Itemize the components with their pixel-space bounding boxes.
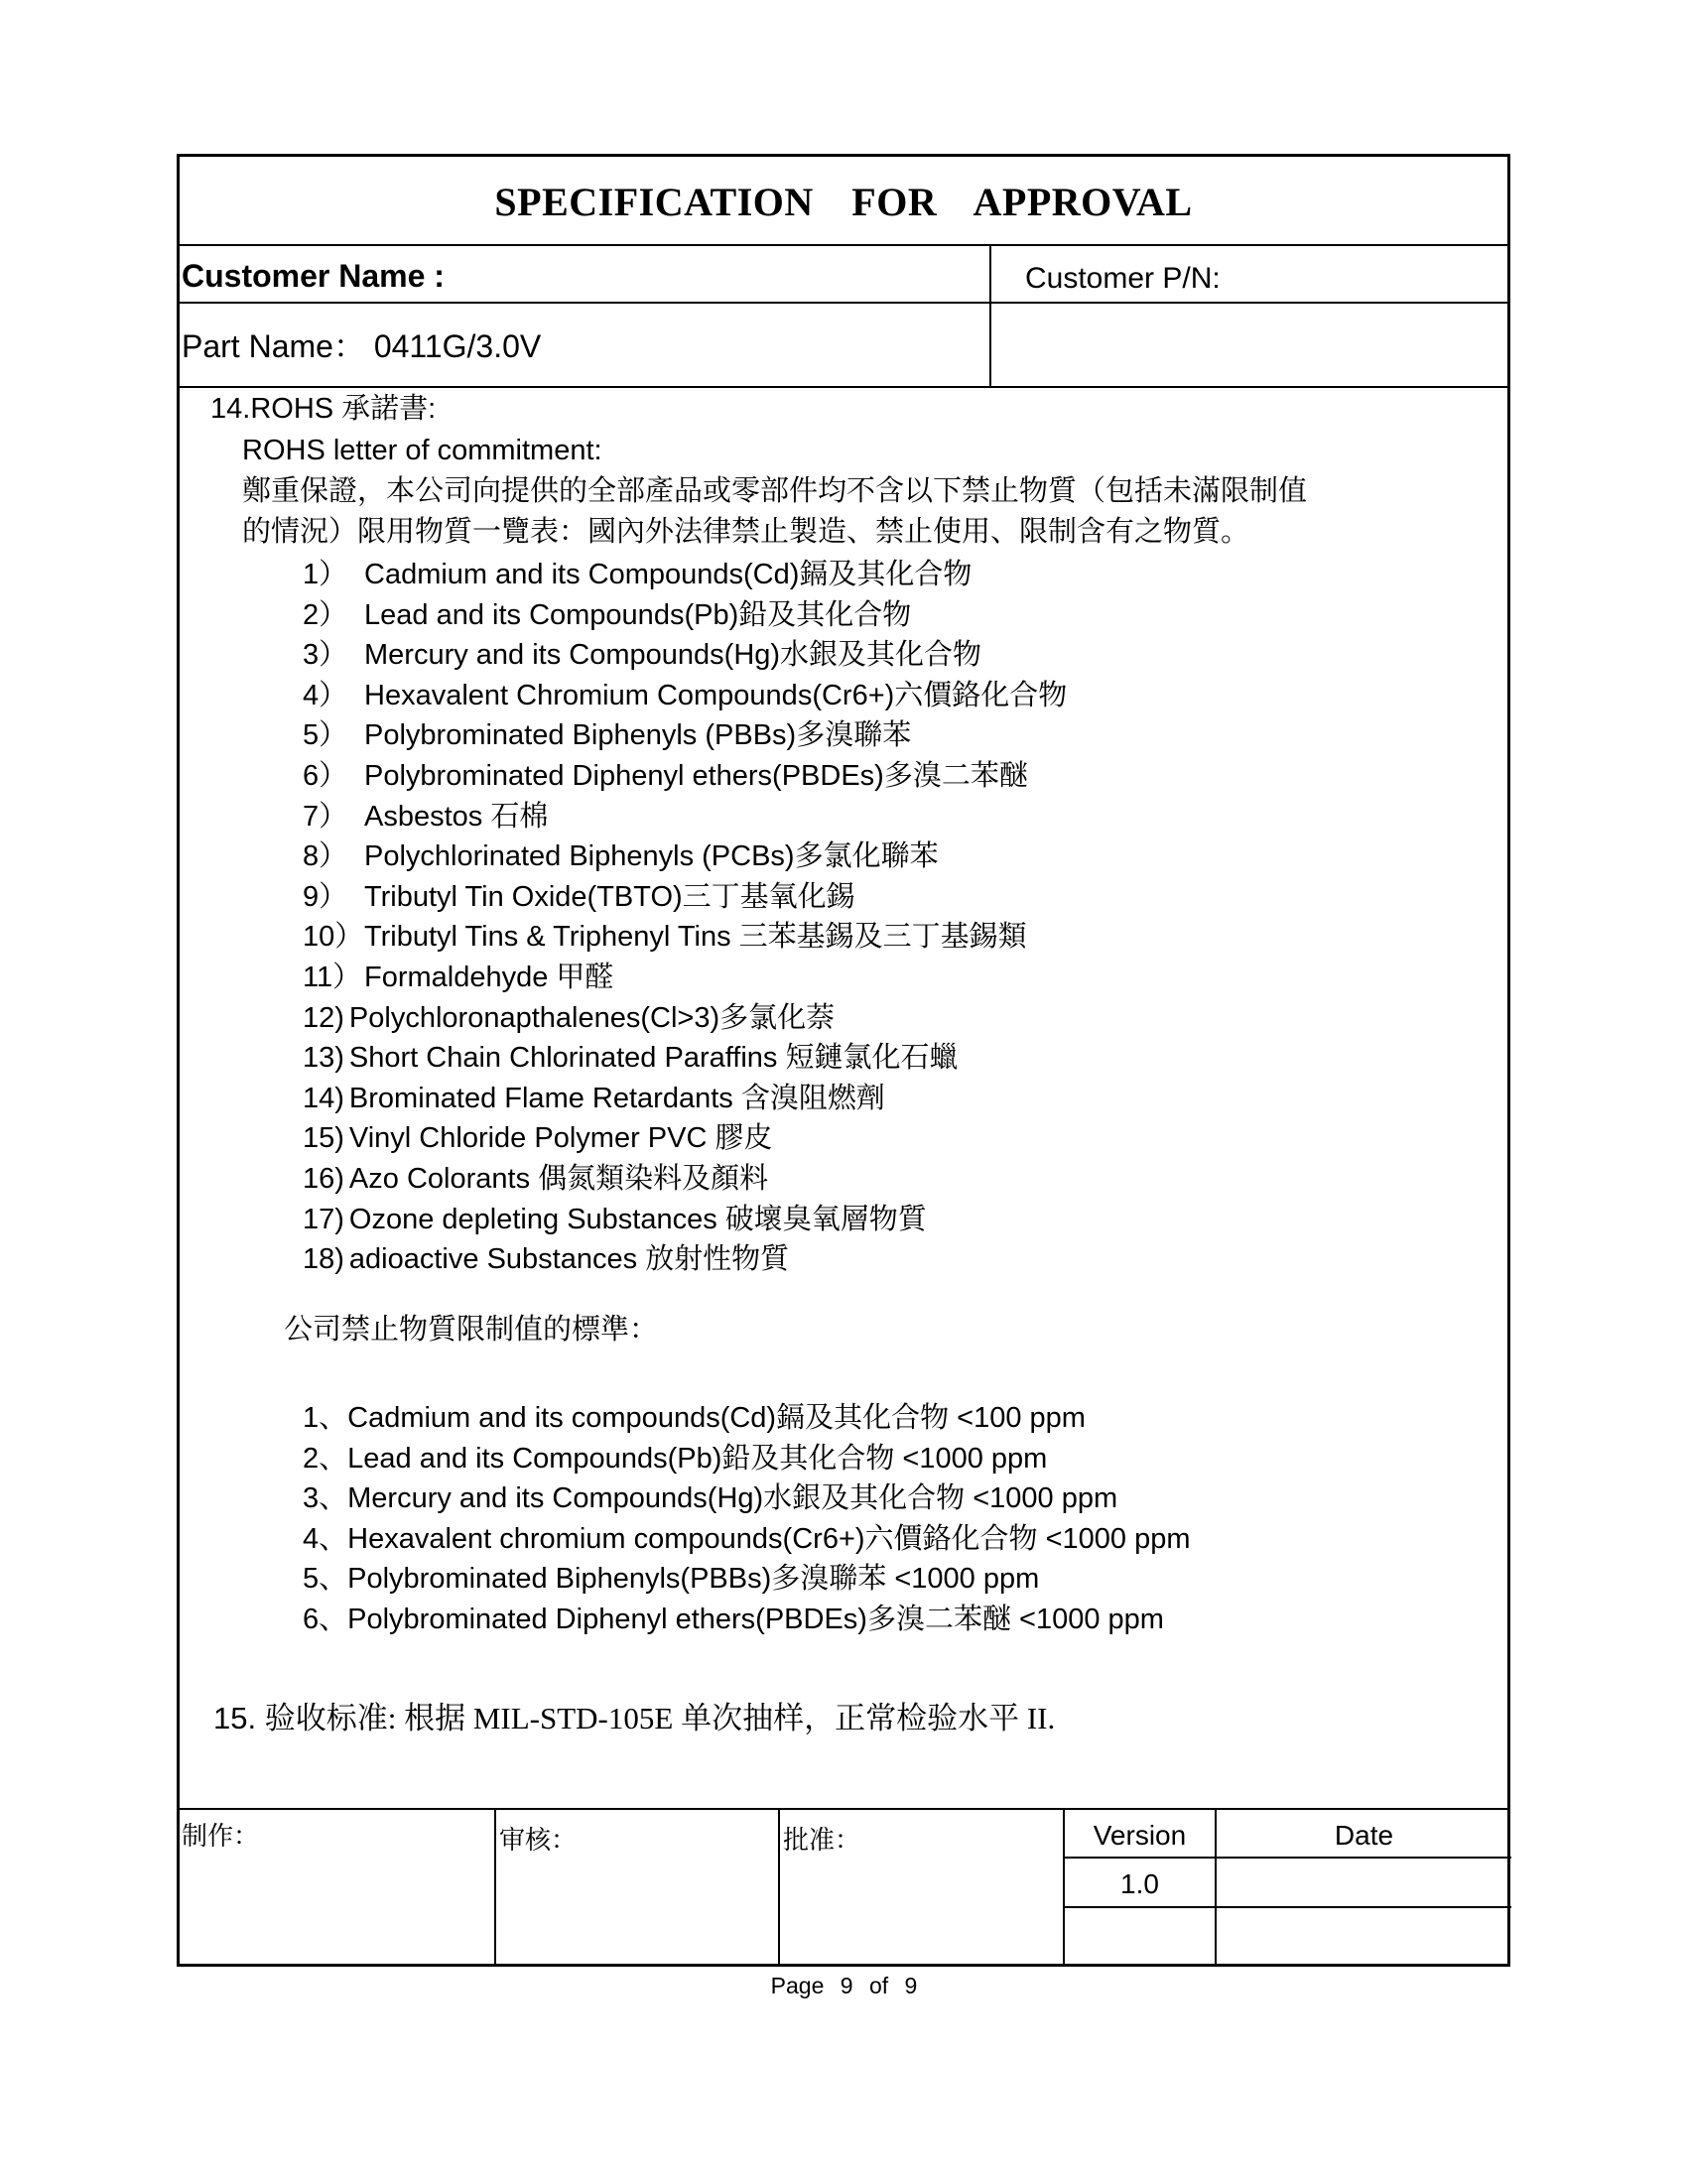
substance-text: adioactive Substances 放射性物質 <box>348 1243 790 1275</box>
substance-item <box>303 1156 768 1197</box>
substance-item <box>303 673 1067 713</box>
substance-text: Asbestos 石棉 <box>364 801 549 833</box>
document-title: SPECIFICATION FOR APPROVAL <box>494 180 1193 224</box>
page-number: Page 9 of 9 <box>770 1973 918 1998</box>
substance-text: Azo Colorants 偶氮類染料及顏料 <box>348 1163 769 1195</box>
limit-item: 6、Polybrominated Diphenyl ethers(PBDEs)多溴二苯醚 <1000 ppm <box>303 1604 1164 1635</box>
made-by-label: 制作： <box>182 1821 260 1851</box>
substance-number: 1） <box>303 559 348 590</box>
substance-item <box>303 1035 958 1076</box>
substance-item <box>303 794 548 835</box>
substance-number: 3） <box>303 639 348 671</box>
divider <box>180 244 1507 246</box>
substance-item <box>303 1236 789 1277</box>
divider <box>778 1808 780 1967</box>
substance-text: Polychloronapthalenes(Cl>3)多氯化萘 <box>348 1002 836 1034</box>
version-label: Version <box>1093 1820 1187 1851</box>
divider <box>1063 1906 1511 1908</box>
date-label: Date <box>1334 1820 1394 1851</box>
customer-pn-label: Customer P/N: <box>1025 262 1221 295</box>
substance-number: 9） <box>303 881 348 913</box>
substance-item <box>303 1197 927 1237</box>
substance-number: 15) <box>303 1122 344 1154</box>
divider <box>989 244 991 386</box>
reviewed-by-label: 审核： <box>499 1825 578 1855</box>
substance-item <box>303 834 939 874</box>
substance-text: Short Chain Chlorinated Paraffins 短鏈氯化石蠟 <box>348 1042 959 1074</box>
acceptance-standard <box>213 1693 1055 1737</box>
substance-item <box>303 995 835 1036</box>
substance-item <box>303 552 972 592</box>
substance-number: 14) <box>303 1083 344 1114</box>
substance-number: 18) <box>303 1243 344 1275</box>
substance-number: 8） <box>303 840 348 872</box>
substance-item <box>303 874 855 915</box>
substance-number: 5） <box>303 719 348 751</box>
limit-item: 5、Polybrominated Biphenyls(PBBs)多溴聯苯 <1000 ppm <box>303 1563 1040 1595</box>
substance-text: Polybrominated Biphenyls (PBBs)多溴聯苯 <box>364 719 912 751</box>
substance-text: Hexavalent Chromium Compounds(Cr6+)六價鉻化合物 <box>364 680 1068 711</box>
limits-heading: 公司禁止物質限制值的標準： <box>284 1314 659 1346</box>
substance-text: Formaldehyde 甲醛 <box>364 962 614 993</box>
substance-text: Polychlorinated Biphenyls (PCBs)多氯化聯苯 <box>364 840 939 872</box>
divider <box>180 386 1507 388</box>
rohs-subheading: ROHS letter of commitment: <box>242 435 602 466</box>
limit-item: 4、Hexavalent chromium compounds(Cr6+)六價鉻化合物 <1000 ppm <box>303 1523 1191 1555</box>
customer-name-label: Customer Name : <box>182 258 445 294</box>
substance-number: 2） <box>303 599 348 631</box>
divider <box>180 1808 1507 1810</box>
substance-text: Polybrominated Diphenyl ethers(PBDEs)多溴二苯醚 <box>364 760 1028 792</box>
document-frame <box>177 154 1510 1967</box>
substance-item <box>303 955 613 995</box>
substance-text: Brominated Flame Retardants 含溴阻燃劑 <box>348 1083 885 1114</box>
substance-number: 6） <box>303 760 348 792</box>
substance-item <box>303 1076 885 1116</box>
rohs-statement-line2: 的情況）限用物質一覽表：國內外法律禁止製造、禁止使用、限制含有之物質。 <box>242 516 1250 548</box>
substance-number: 7） <box>303 801 348 833</box>
substance-text: Tributyl Tins & Triphenyl Tins 三苯基錫及三丁基錫類 <box>364 921 1027 953</box>
substance-number: 13) <box>303 1042 344 1074</box>
substance-text: Vinyl Chloride Polymer PVC 膠皮 <box>348 1122 773 1154</box>
substance-number: 10） <box>303 921 364 953</box>
substance-text: Ozone depleting Substances 破壞臭氧層物質 <box>348 1204 927 1235</box>
substance-item <box>303 914 1027 955</box>
substance-number: 4） <box>303 680 348 711</box>
version-value: 1.0 <box>1120 1868 1159 1899</box>
approved-by-label: 批准： <box>783 1825 861 1855</box>
substance-number: 11） <box>303 962 362 993</box>
substance-text: Cadmium and its Compounds(Cd)鎘及其化合物 <box>364 559 973 590</box>
divider <box>494 1808 496 1967</box>
limit-item: 2、Lead and its Compounds(Pb)鉛及其化合物 <1000 ppm <box>303 1443 1048 1475</box>
divider <box>180 302 1507 304</box>
substance-text: Lead and its Compounds(Pb)鉛及其化合物 <box>364 599 912 631</box>
acceptance-text: 验收标准: 根据 MIL-STD-105E 单次抽样，正常检验水平 II. <box>264 1701 1056 1735</box>
substance-item <box>303 632 981 673</box>
limit-item: 3、Mercury and its Compounds(Hg)水銀及其化合物 <1000 ppm <box>303 1482 1118 1514</box>
substance-item <box>303 592 911 633</box>
substance-item <box>303 712 911 753</box>
substance-text: Tributyl Tin Oxide(TBTO)三丁基氧化錫 <box>364 881 855 913</box>
divider <box>1063 1857 1511 1859</box>
acceptance-number: 15. <box>213 1701 257 1735</box>
substance-text: Mercury and its Compounds(Hg)水銀及其化合物 <box>364 639 982 671</box>
substance-number: 12) <box>303 1002 344 1034</box>
substance-item <box>303 753 1028 794</box>
rohs-section-heading: 14.ROHS 承諾書: <box>210 393 437 425</box>
substance-number: 16) <box>303 1163 344 1195</box>
substance-item <box>303 1115 772 1156</box>
part-name: Part Name： 0411G/3.0V <box>182 328 542 364</box>
limit-item: 1、Cadmium and its compounds(Cd)鎘及其化合物 <100 ppm <box>303 1402 1086 1434</box>
substance-number: 17) <box>303 1204 344 1235</box>
rohs-statement-line1: 鄭重保證，本公司向提供的全部產品或零部件均不含以下禁止物質（包括未滿限制值 <box>242 475 1308 507</box>
